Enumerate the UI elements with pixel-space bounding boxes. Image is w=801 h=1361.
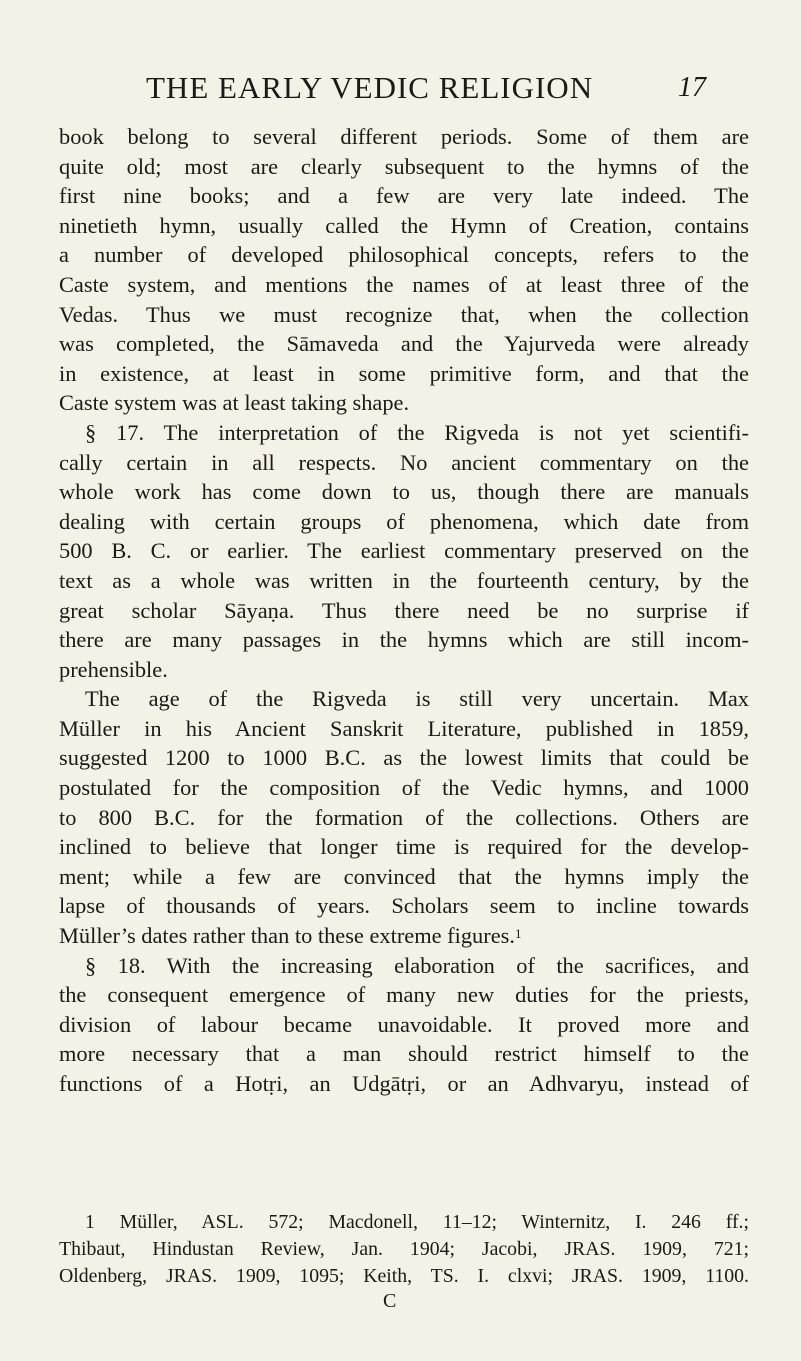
text-line: ninetieth hymn, usually called the Hymn of Creation, contains bbox=[59, 212, 749, 238]
text-line: dealing with certain groups of phenomena, which date from bbox=[59, 508, 749, 534]
text-line: ment; while a few are convinced that the hymns imply the bbox=[59, 863, 749, 889]
text-line: a number of developed philosophical concepts, refers to the bbox=[59, 242, 749, 268]
text-line: text as a whole was written in the fourteenth century, by the bbox=[59, 567, 749, 593]
text-line: functions of a Hotṛi, an Udgātṛi, or an Adhvaryu, instead of bbox=[59, 1071, 749, 1096]
text-line: Caste system, and mentions the names of at least three of the bbox=[59, 271, 749, 297]
text-line-content: Müller’s dates rather than to these extreme figures. bbox=[59, 923, 515, 949]
text-line: 500 B. C. or earlier. The earliest commentary preserved on the bbox=[59, 538, 749, 564]
text-line: Caste system was at least taking shape. bbox=[59, 390, 410, 416]
page-number: 17 bbox=[678, 72, 706, 103]
text-line: more necessary that a man should restrict himself to the bbox=[59, 1041, 749, 1067]
text-line: Müller in his Ancient Sanskrit Literature, published in 1859, bbox=[59, 715, 749, 741]
text-line: cally certain in all respects. No ancient commentary on the bbox=[59, 449, 749, 475]
text-line: postulated for the composition of the Vedic hymns, and 1000 bbox=[59, 775, 749, 801]
text-line: the consequent emergence of many new duties for the priests, bbox=[59, 982, 749, 1008]
footnote-line: Thibaut, Hindustan Review, Jan. 1904; Jacobi, JRAS. 1909, 721; bbox=[59, 1238, 749, 1260]
text-line: in existence, at least in some primitive form, and that the bbox=[59, 360, 749, 386]
running-head bbox=[146, 70, 706, 110]
running-title: THE EARLY VEDIC RELIGION bbox=[146, 70, 594, 105]
footnote-marker: 1 bbox=[514, 926, 522, 942]
text-line: great scholar Sāyaṇa. Thus there need be no surprise if bbox=[59, 597, 749, 623]
text-line: book belong to several different periods. Some of them are bbox=[59, 124, 749, 149]
section-17-start: § 17. The interpretation of the Rigveda is not yet scientifi- bbox=[85, 419, 749, 445]
signature-mark: C bbox=[383, 1290, 397, 1312]
text-line: Vedas. Thus we must recognize that, when the collection bbox=[59, 301, 749, 327]
footnotes bbox=[59, 1209, 749, 1290]
text-line: whole work has come down to us, though there are manuals bbox=[59, 479, 749, 505]
text-line: quite old; most are clearly subsequent to the hymns of the bbox=[59, 153, 749, 179]
footnote-line: Oldenberg, JRAS. 1909, 1095; Keith, TS. I. clxvi; JRAS. 1909, 1100. bbox=[59, 1265, 749, 1287]
section-18-start: § 18. With the increasing elaboration of the sacrifices, and bbox=[85, 952, 749, 978]
footnote-line: 1 Müller, ASL. 572; Macdonell, 11–12; Winternitz, I. 246 ff.; bbox=[85, 1211, 749, 1233]
text-line: lapse of thousands of years. Scholars seem to incline towards bbox=[59, 893, 749, 919]
text-line: suggested 1200 to 1000 B.C. as the lowest limits that could be bbox=[59, 745, 749, 771]
text-line-with-footnote bbox=[59, 921, 749, 951]
paragraph-start: The age of the Rigveda is still very uncertain. Max bbox=[85, 686, 749, 712]
text-line: there are many passages in the hymns which are still incom- bbox=[59, 627, 749, 653]
text-line: to 800 B.C. for the formation of the collections. Others are bbox=[59, 804, 749, 830]
text-line: first nine books; and a few are very late indeed. The bbox=[59, 183, 749, 209]
body-text bbox=[59, 122, 749, 1099]
text-line: division of labour became unavoidable. It proved more and bbox=[59, 1011, 749, 1037]
text-line: was completed, the Sāmaveda and the Yajurveda were already bbox=[59, 331, 749, 357]
text-line: prehensible. bbox=[59, 656, 168, 682]
text-line: inclined to believe that longer time is required for the develop- bbox=[59, 834, 749, 860]
